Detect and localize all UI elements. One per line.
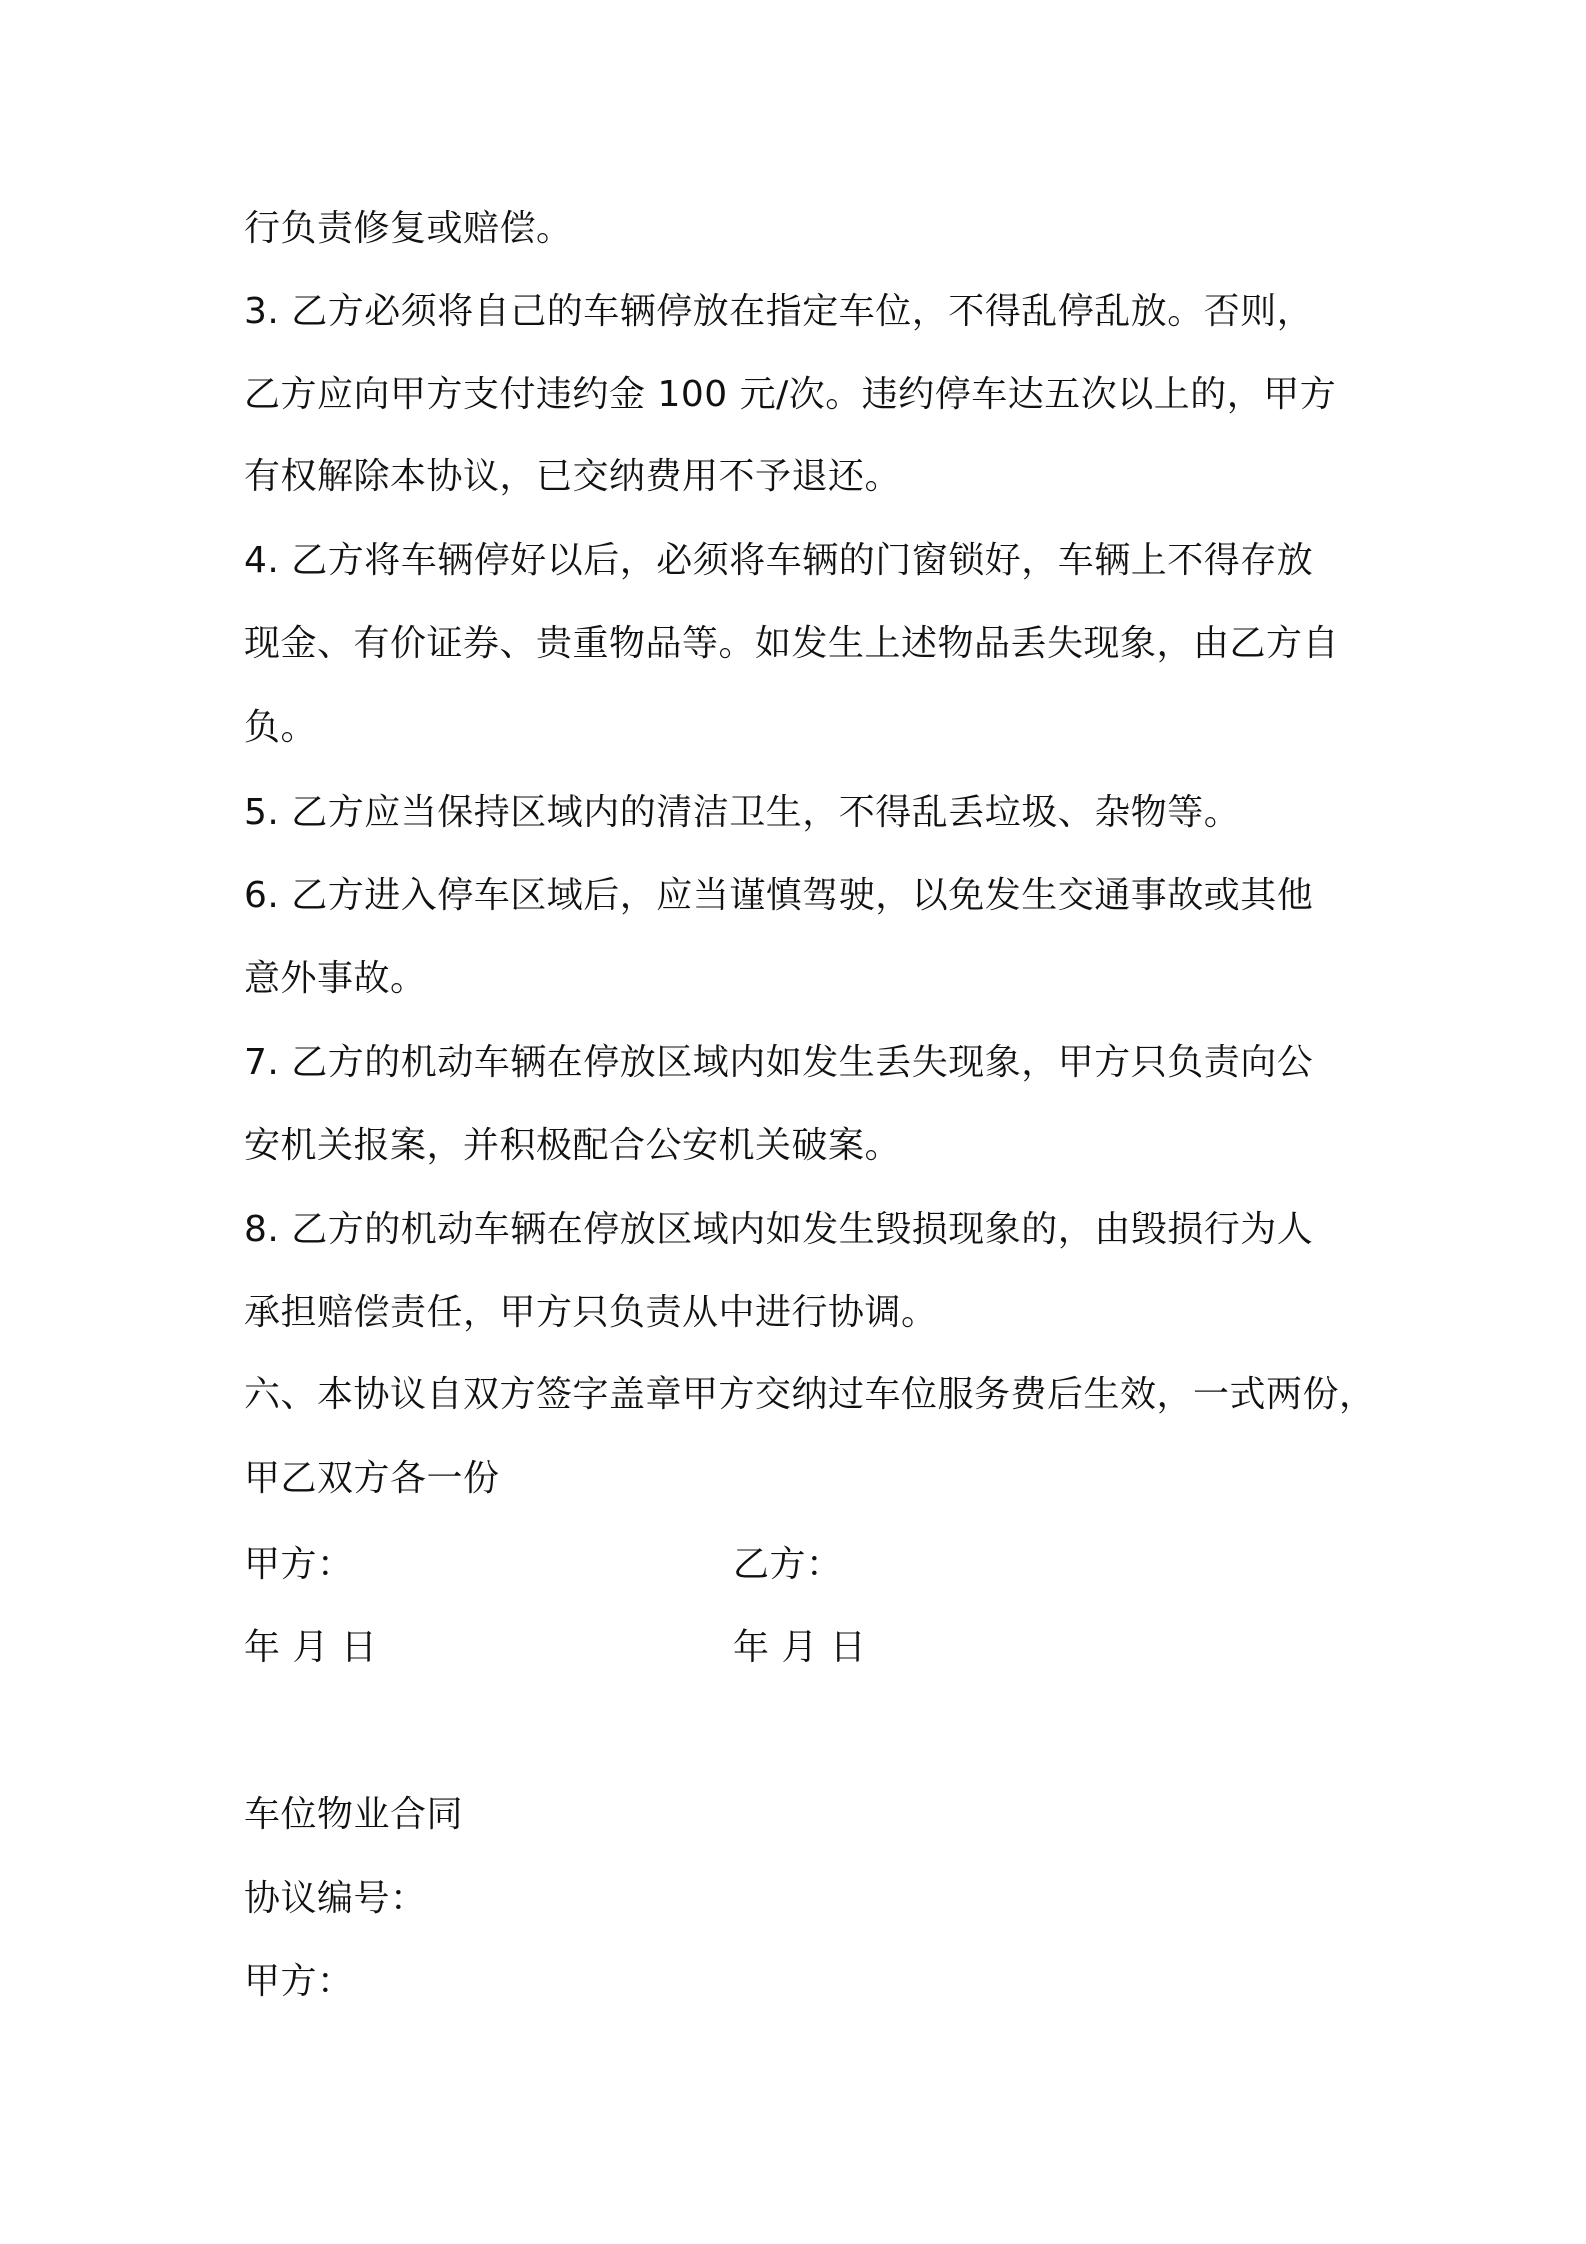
clause-line: 现金、有价证券、贵重物品等。如发生上述物品丢失现象，由乙方自 xyxy=(244,623,1340,664)
clause-line: 安机关报案，并积极配合公安机关破案。 xyxy=(244,1125,902,1166)
clause-line: 六、本协议自双方签字盖章甲方交纳过车位服务费后生效，一式两份， xyxy=(244,1374,1376,1415)
clause-line: 7. 乙方的机动车辆在停放区域内如发生丢失现象，甲方只负责向公 xyxy=(244,1042,1314,1083)
clause-line: 乙方应向甲方支付违约金 100 元/次。违约停车达五次以上的，甲方 xyxy=(244,374,1337,415)
clause-line: 有权解除本协议，已交纳费用不予退还。 xyxy=(244,456,902,497)
clause-line: 负。 xyxy=(244,707,318,748)
clause-line: 3. 乙方必须将自己的车辆停放在指定车位，不得乱停乱放。否则， xyxy=(244,291,1314,332)
clause-line: 6. 乙方进入停车区域后，应当谨慎驾驶，以免发生交通事故或其他 xyxy=(244,875,1314,916)
party-a-signature-label: 甲方： xyxy=(244,1544,354,1585)
party-b-date: 年 月 日 xyxy=(733,1627,867,1668)
contract-title: 车位物业合同 xyxy=(244,1794,464,1835)
agreement-number-label: 协议编号： xyxy=(244,1878,427,1919)
party-b-signature-label: 乙方： xyxy=(733,1544,843,1585)
party-a-date: 年 月 日 xyxy=(244,1627,378,1668)
clause-line: 4. 乙方将车辆停好以后，必须将车辆的门窗锁好，车辆上不得存放 xyxy=(244,540,1314,581)
clause-line: 甲乙双方各一份 xyxy=(244,1458,500,1499)
clause-line: 行负责修复或赔偿。 xyxy=(244,208,573,249)
party-a-label: 甲方： xyxy=(244,1961,354,2002)
clause-line: 5. 乙方应当保持区域内的清洁卫生，不得乱丢垃圾、杂物等。 xyxy=(244,792,1241,833)
clause-line: 承担赔偿责任，甲方只负责从中进行协调。 xyxy=(244,1292,938,1333)
clause-line: 8. 乙方的机动车辆在停放区域内如发生毁损现象的，由毁损行为人 xyxy=(244,1209,1314,1250)
clause-line: 意外事故。 xyxy=(244,958,427,999)
